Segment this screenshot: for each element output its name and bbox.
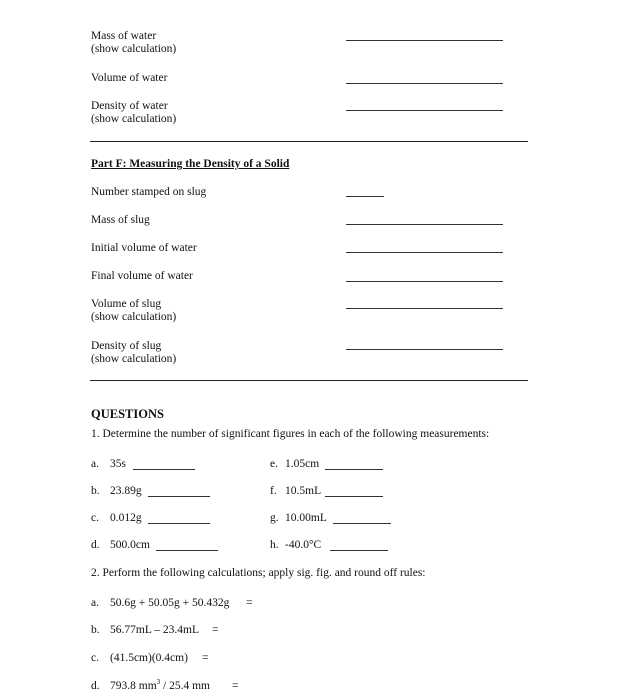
slug-volume-answer-line[interactable] (346, 308, 503, 309)
mass-water-answer-line[interactable] (346, 40, 503, 41)
question-2-text: 2. Perform the following calculations; apply sig. fig. and round off rules: (91, 567, 426, 579)
question-1-text: 1. Determine the number of significant figures in each of the following measurements: (91, 428, 490, 440)
q1-c-letter: c. (91, 512, 99, 524)
slug-density-answer-line[interactable] (346, 349, 503, 350)
slug-volume-label: Volume of slug (91, 298, 162, 310)
q1-g-letter: g. (270, 512, 279, 524)
volume-water-answer-line[interactable] (346, 83, 503, 84)
slug-volume-sub: (show calculation) (91, 311, 177, 323)
q1-a-value: 35s (110, 458, 126, 470)
q2-d-equals: = (232, 680, 239, 692)
slug-number-label: Number stamped on slug (91, 186, 207, 198)
slug-density-label: Density of slug (91, 340, 162, 352)
slug-number-answer-line[interactable] (346, 196, 384, 197)
slug-density-sub: (show calculation) (91, 353, 177, 365)
mass-water-sub: (show calculation) (91, 43, 177, 55)
q1-h-letter: h. (270, 539, 279, 551)
q2-a-equals: = (246, 597, 253, 609)
density-water-sub: (show calculation) (91, 113, 177, 125)
q1-d-letter: d. (91, 539, 100, 551)
q2-b-letter: b. (91, 624, 100, 636)
q2-c-equals: = (202, 652, 209, 664)
mass-water-label: Mass of water (91, 30, 157, 42)
q1-e-answer-line[interactable] (325, 469, 383, 470)
q2-d-expr-superscript: 3 (156, 678, 161, 686)
slug-mass-answer-line[interactable] (346, 224, 503, 225)
section-divider-bottom (90, 380, 528, 381)
q1-b-value: 23.89g (110, 485, 142, 497)
section-divider-top (90, 141, 528, 142)
q1-d-answer-line[interactable] (156, 550, 218, 551)
q1-b-answer-line[interactable] (148, 496, 210, 497)
q1-a-letter: a. (91, 458, 99, 470)
volume-water-label: Volume of water (91, 72, 168, 84)
q2-a-expression: 50.6g + 50.05g + 50.432g (110, 597, 230, 609)
q2-d-expression (110, 680, 210, 693)
q1-h-value: -40.0°C (285, 539, 322, 551)
q1-h-answer-line[interactable] (330, 550, 388, 551)
q2-c-letter: c. (91, 652, 99, 664)
q1-b-letter: b. (91, 485, 100, 497)
q2-a-letter: a. (91, 597, 99, 609)
density-water-answer-line[interactable] (346, 110, 503, 111)
final-volume-answer-line[interactable] (346, 281, 503, 282)
density-water-label: Density of water (91, 100, 168, 112)
q1-c-answer-line[interactable] (148, 523, 210, 524)
q2-d-expr-post: / 25.4 mm (160, 680, 210, 692)
q2-b-equals: = (212, 624, 219, 636)
q1-e-letter: e. (270, 458, 278, 470)
q1-f-value: 10.5mL (285, 485, 322, 497)
q1-f-letter: f. (270, 485, 277, 497)
q1-c-value: 0.012g (110, 512, 142, 524)
q1-f-answer-line[interactable] (325, 496, 383, 497)
q2-b-expression: 56.77mL – 23.4mL (110, 624, 200, 636)
q1-g-value: 10.00mL (285, 512, 327, 524)
q2-c-expression: (41.5cm)(0.4cm) (110, 652, 188, 664)
final-volume-label: Final volume of water (91, 270, 193, 282)
initial-volume-answer-line[interactable] (346, 252, 503, 253)
q2-d-expr-pre: 793.8 mm (110, 680, 157, 692)
part-f-title: Part F: Measuring the Density of a Solid (91, 158, 290, 170)
q1-e-value: 1.05cm (285, 458, 320, 470)
q1-g-answer-line[interactable] (333, 523, 391, 524)
q1-a-answer-line[interactable] (133, 469, 195, 470)
q1-d-value: 500.0cm (110, 539, 150, 551)
initial-volume-label: Initial volume of water (91, 242, 197, 254)
questions-heading: QUESTIONS (91, 407, 164, 421)
slug-mass-label: Mass of slug (91, 214, 150, 226)
q2-d-letter: d. (91, 680, 100, 692)
